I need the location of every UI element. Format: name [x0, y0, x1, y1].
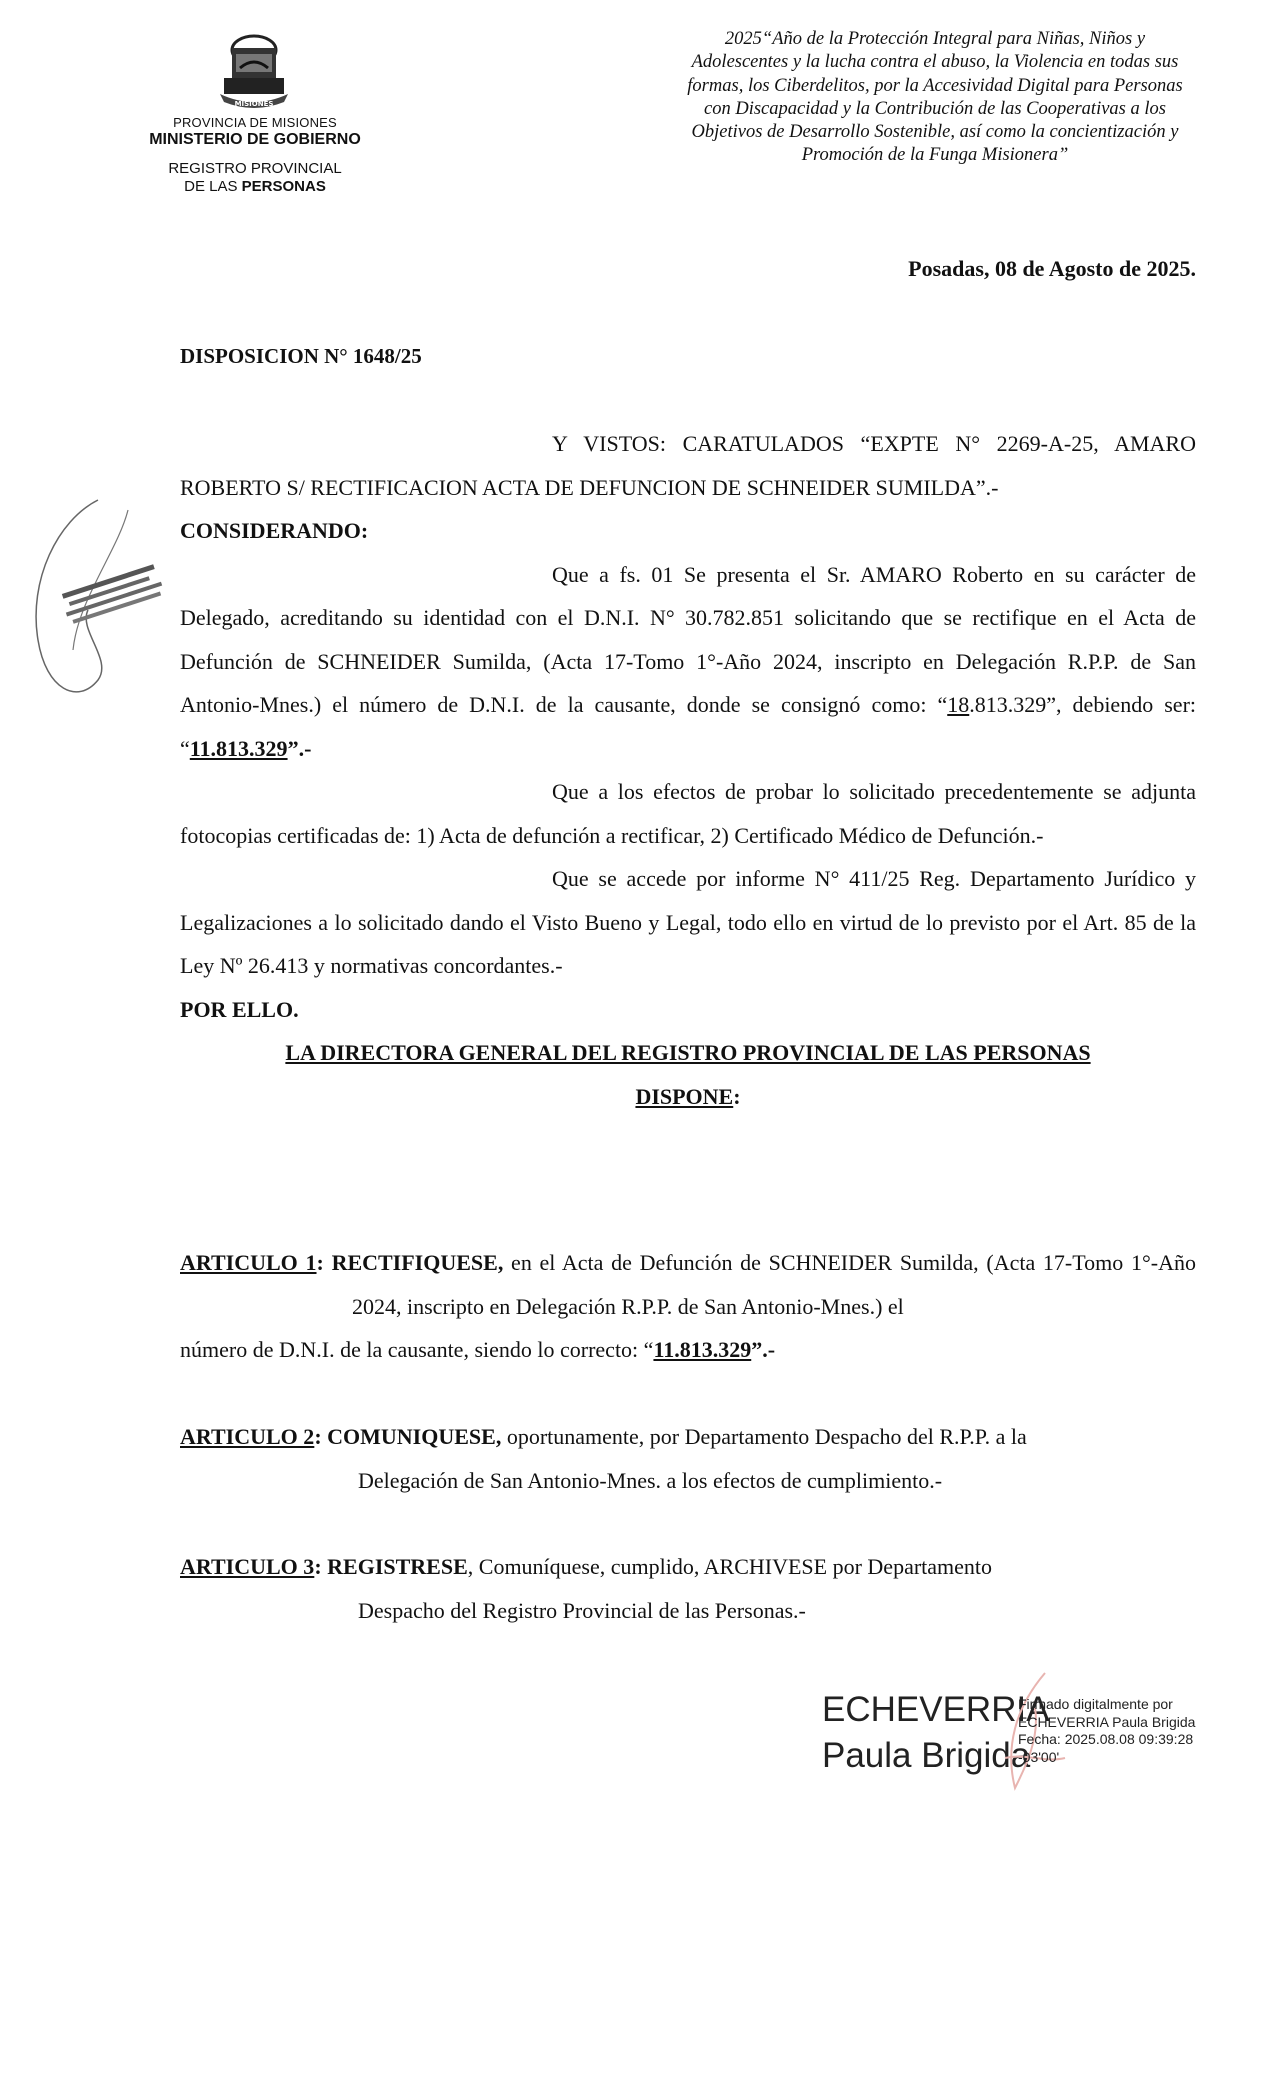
- wrong-dni-rest: .813.329”, debiendo ser: “: [180, 692, 1197, 761]
- article-2-text: oportunamente, por Departamento Despacho del R.P.P. a la: [501, 1424, 1027, 1449]
- document-date: Posadas, 08 de Agosto de 2025.: [908, 256, 1196, 281]
- article-1: [180, 1241, 1196, 1372]
- registry-label-line2: [140, 178, 370, 195]
- article-2: [180, 1415, 1196, 1502]
- article-1-line: [180, 1241, 1196, 1328]
- correct-dni: 11.813.329: [189, 735, 288, 761]
- signature-detail-line1: Firmado digitalmente por: [1018, 1696, 1173, 1712]
- province-label: PROVINCIA DE MISIONES: [173, 115, 337, 130]
- province-seal-logo: [210, 28, 298, 110]
- article-1-text: en el Acta de Defunción de SCHNEIDER Sumilda, (Acta 17-Tomo 1°-Año 2024, inscripto en Delegación R.P.P. de San Antonio-Mnes.) el: [352, 1250, 1196, 1319]
- considerando-paragraph-1: [180, 553, 1196, 771]
- article-3-line2: Despacho del Registro Provincial de las Personas.-: [358, 1597, 806, 1623]
- por-ello-heading: POR ELLO.: [180, 996, 299, 1022]
- signature-detail-line2: ECHEVERRIA Paula Brigida: [1018, 1713, 1196, 1730]
- vistos-paragraph: Y VISTOS: CARATULADOS “EXPTE N° 2269-A-25, AMARO ROBERTO S/ RECTIFICACION ACTA DE DEFUNCION DE SCHNEIDER SUMILDA”.-: [180, 431, 1196, 500]
- wrong-dni-digits: 18: [947, 692, 970, 717]
- article-3-text: , Comuníquese, cumplido, ARCHIVESE por Departamento: [467, 1554, 993, 1579]
- article-2-line2: Delegación de San Antonio-Mnes. a los efectos de cumplimiento.-: [358, 1467, 943, 1493]
- registry-label-bold: PERSONAS: [241, 178, 326, 195]
- article-2-line: [180, 1415, 1196, 1459]
- considerando-paragraph-2: Que a los efectos de probar lo solicitado precedentemente se adjunta fotocopias certificadas de: 1) Acta de defunción a rectificar, 2) Certificado Médico de Defunción.-: [180, 779, 1196, 848]
- signature-detail-line3: Fecha: 2025.08.08 09:39:28: [1018, 1731, 1194, 1747]
- digital-signature-details: [1018, 1696, 1195, 1766]
- article-3-verb: REGISTRESE: [327, 1554, 468, 1579]
- article-1-sep: :: [316, 1250, 332, 1275]
- ministry-label: MINISTERIO DE GOBIERNO: [149, 131, 361, 148]
- article-3: [180, 1545, 1196, 1632]
- article-2-label: ARTICULO 2: [180, 1424, 315, 1449]
- signature-detail-line4: -03'00': [1018, 1748, 1060, 1765]
- considerando-heading: CONSIDERANDO:: [180, 518, 369, 543]
- article-1-label: ARTICULO 1: [180, 1250, 317, 1275]
- dispone-heading: [180, 1075, 1196, 1119]
- article-2-sep: :: [314, 1424, 328, 1449]
- official-stamp-signature: [18, 490, 168, 710]
- seal-text: MISIONES: [234, 100, 274, 108]
- document-body: [180, 422, 1196, 1118]
- article-1-value: 11.813.329: [653, 1337, 752, 1362]
- disposition-title: DISPOSICION N° 1648/25: [180, 344, 422, 368]
- considerando-p1-text: Que a fs. 01 Se presenta el Sr. AMARO Roberto en su carácter de Delegado, acreditando su identidad con el D.N.I. N° 30.782.851 solicitando que se rectifique en el Acta de Defunción de SCHNEIDER Sumilda, (Acta 17-Tomo 1°-Año 2024, inscripto en Delegación R.P.P. de San Antonio-Mnes.) el número de D.N.I. de la causante, donde se consignó como: “: [180, 561, 1196, 717]
- article-3-label: ARTICULO 3: [180, 1554, 315, 1579]
- article-1-line2: [180, 1328, 1196, 1372]
- dispone-colon: :: [733, 1083, 741, 1109]
- director-heading: LA DIRECTORA GENERAL DEL REGISTRO PROVINCIAL DE LAS PERSONAS: [285, 1040, 1091, 1065]
- article-1-end: ”.-: [751, 1337, 776, 1362]
- registry-label-line1: REGISTRO PROVINCIAL: [168, 160, 342, 177]
- registry-label-prefix: DE LAS: [184, 178, 238, 195]
- dispone-word: DISPONE: [635, 1083, 734, 1109]
- year-motto: 2025“Año de la Protección Integral para Niñas, Niños y Adolescentes y la lucha contra el abuso, la Violencia en todas sus formas, los Ciberdelitos, por la Accesividad Digital para Personas con Discapacidad y la Contribución de las Cooperativas a los Objetivos de Desarrollo Sostenible, así como la concientización y Promoción de la Funga Misionera”: [687, 29, 1183, 166]
- article-3-sep: :: [314, 1554, 328, 1579]
- article-2-verb: COMUNIQUESE,: [327, 1424, 502, 1449]
- considerando-paragraph-3: Que se accede por informe N° 411/25 Reg. Departamento Jurídico y Legalizaciones a lo solicitado dando el Visto Bueno y Legal, todo ello en virtud de lo previsto por el Art. 85 de la Ley Nº 26.413 y normativas concordantes.-: [180, 866, 1196, 978]
- signer-given-names: Paula Brigida: [822, 1736, 1031, 1775]
- considerando-p1-end: ”.-: [287, 735, 312, 761]
- article-1-verb: RECTIFIQUESE,: [331, 1250, 504, 1275]
- signer-surname: ECHEVERRIA: [822, 1690, 1050, 1729]
- article-1-text2: número de D.N.I. de la causante, siendo lo correcto: “: [180, 1337, 654, 1362]
- article-3-line: [180, 1545, 1196, 1589]
